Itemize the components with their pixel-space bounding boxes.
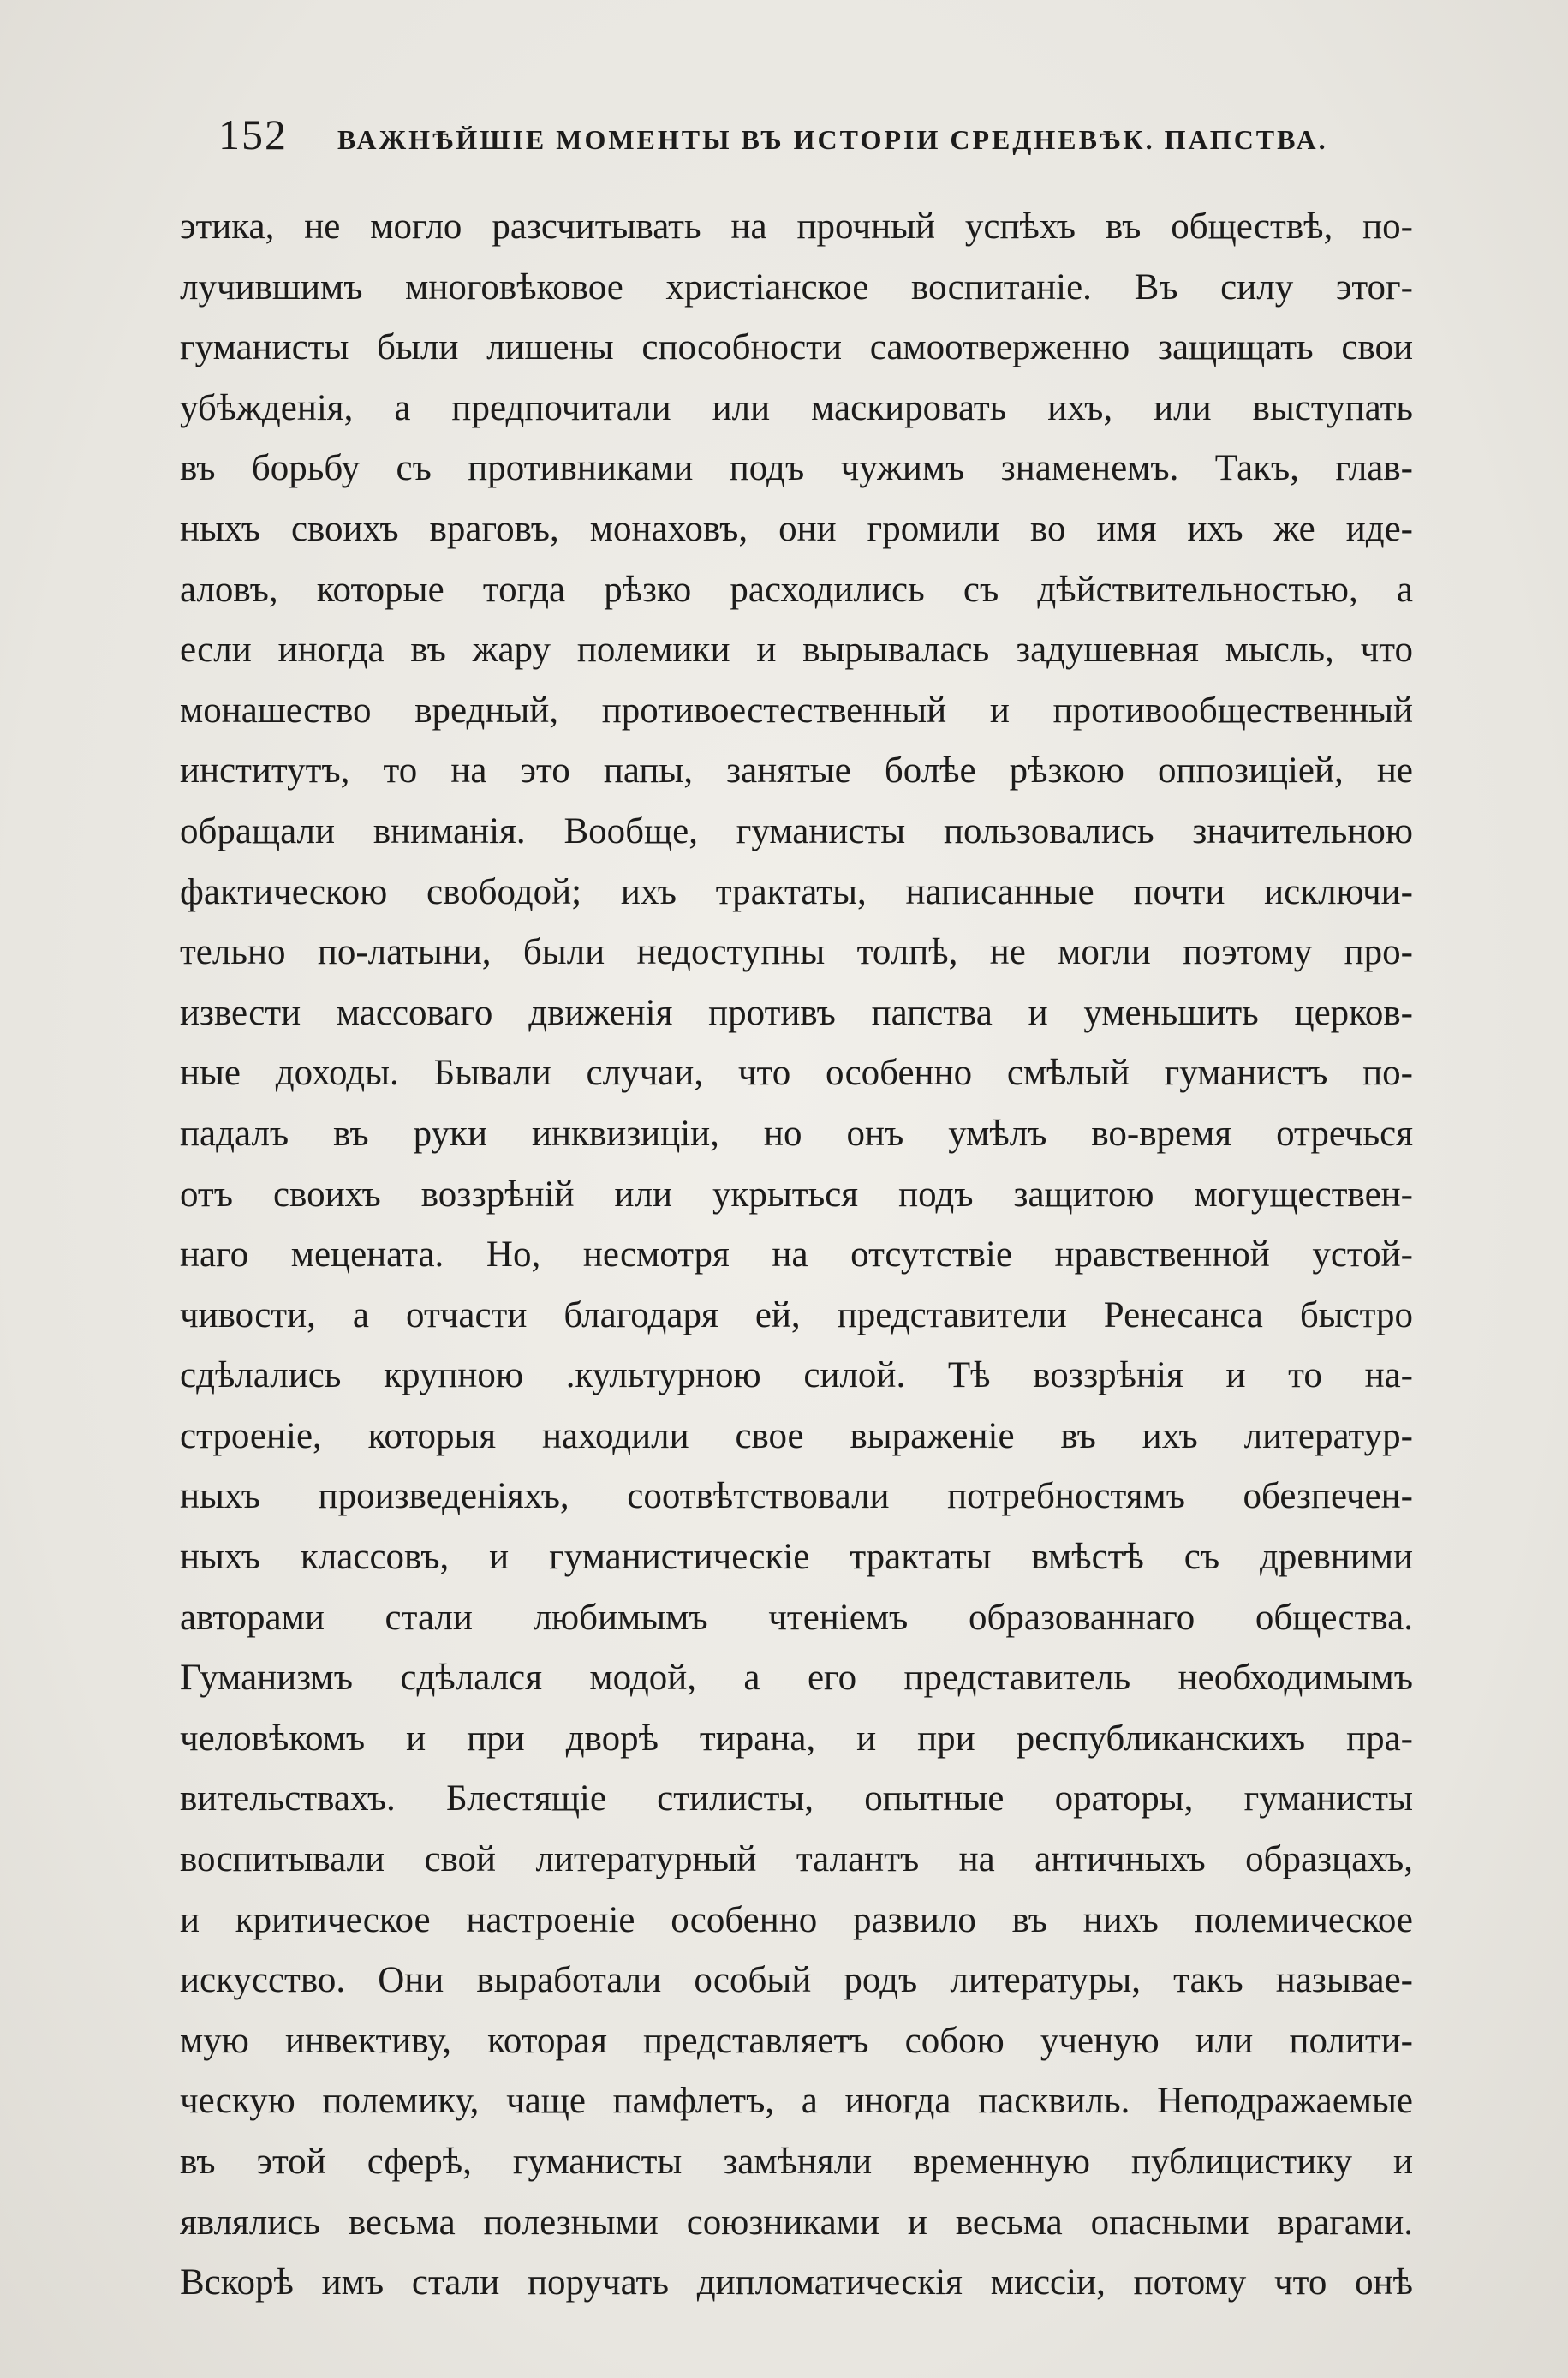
- running-title: ВАЖНѢЙШІЕ МОМЕНТЫ ВЪ ИСТОРІИ СРЕДНЕВѢК. ПАПСТВА.: [337, 124, 1328, 155]
- text-line: чивости, а отчасти благодаря ей, представители Ренесанса быстро: [180, 1294, 1413, 1335]
- page-header: [218, 110, 1417, 161]
- text-line: искусство. Они выработали особый родъ литературы, такъ называе-: [180, 1960, 1413, 2001]
- text-line: этика, не могло разсчитывать на прочный успѣхъ въ обществѣ, по-: [180, 206, 1413, 247]
- text-line: ные доходы. Бывали случаи, что особенно смѣлый гуманистъ по-: [180, 1053, 1413, 1094]
- text-line: мую инвективу, которая представляетъ собою ученую или полити-: [180, 2020, 1413, 2061]
- text-line: человѣкомъ и при дворѣ тирана, и при республиканскихъ пра-: [180, 1718, 1413, 1759]
- text-line: сдѣлались крупною .культурною силой. Тѣ воззрѣнія и то на-: [180, 1355, 1413, 1396]
- text-line: гуманисты были лишены способности самоотверженно защищать свои: [180, 327, 1413, 368]
- text-line: тельно по-латыни, были недоступны толпѣ, не могли поэтому про-: [180, 932, 1413, 973]
- text-line: монашество вредный, противоестественный и противообщественный: [180, 690, 1413, 731]
- text-line: Гуманизмъ сдѣлался модой, а его представитель необходимымъ: [180, 1658, 1413, 1699]
- text-line: въ борьбу съ противниками подъ чужимъ знаменемъ. Такъ, глав-: [180, 448, 1413, 489]
- text-line: ныхъ классовъ, и гуманистическіе трактаты вмѣстѣ съ древними: [180, 1537, 1413, 1578]
- text-line: убѣжденія, а предпочитали или маскировать ихъ, или выступать: [180, 387, 1413, 428]
- text-line: и критическое настроеніе особенно развило въ нихъ полемическое: [180, 1899, 1413, 1940]
- body-text: [180, 197, 1413, 2314]
- text-line: извести массоваго движенія противъ папства и уменьшить церков-: [180, 992, 1413, 1033]
- page-number: 152: [218, 111, 288, 158]
- text-line: наго мецената. Но, несмотря на отсутствіе нравственной устой-: [180, 1234, 1413, 1276]
- text-line: строеніе, которыя находили свое выраженіе въ ихъ литератур-: [180, 1415, 1413, 1456]
- text-line: ческую полемику, чаще памфлетъ, а иногда пасквиль. Неподражаемые: [180, 2081, 1413, 2122]
- text-line: воспитывали свой литературный талантъ на античныхъ образцахъ,: [180, 1839, 1413, 1880]
- text-line: въ этой сферѣ, гуманисты замѣняли временную публицистику и: [180, 2142, 1413, 2182]
- text-line: фактическою свободой; ихъ трактаты, написанные почти исключи-: [180, 871, 1413, 912]
- text-line: падалъ въ руки инквизиціи, но онъ умѣлъ во-время отречься: [180, 1113, 1413, 1154]
- text-line: лучившимъ многовѣковое христіанское воспитаніе. Въ силу этог-: [180, 266, 1413, 308]
- text-line: авторами стали любимымъ чтеніемъ образованнаго общества.: [180, 1597, 1413, 1638]
- text-line: обращали вниманія. Вообще, гуманисты пользовались значительною: [180, 810, 1413, 851]
- text-line: вительствахъ. Блестящіе стилисты, опытные ораторы, гуманисты: [180, 1778, 1413, 1819]
- text-line: являлись весьма полезными союзниками и весьма опасными врагами.: [180, 2202, 1413, 2243]
- text-line: аловъ, которые тогда рѣзко расходились съ дѣйствительностью, а: [180, 569, 1413, 610]
- text-line: ныхъ своихъ враговъ, монаховъ, они громили во имя ихъ же иде-: [180, 508, 1413, 549]
- text-line: отъ своихъ воззрѣній или укрыться подъ защитою могуществен-: [180, 1174, 1413, 1215]
- text-line: институтъ, то на это папы, занятые болѣе рѣзкою оппозиціей, не: [180, 750, 1413, 792]
- text-line: Вскорѣ имъ стали поручать дипломатическія миссіи, потому что онѣ: [180, 2262, 1413, 2303]
- text-line: если иногда въ жару полемики и вырывалась задушевная мысль, что: [180, 630, 1413, 671]
- text-line: ныхъ произведеніяхъ, соотвѣтствовали потребностямъ обезпечен-: [180, 1476, 1413, 1517]
